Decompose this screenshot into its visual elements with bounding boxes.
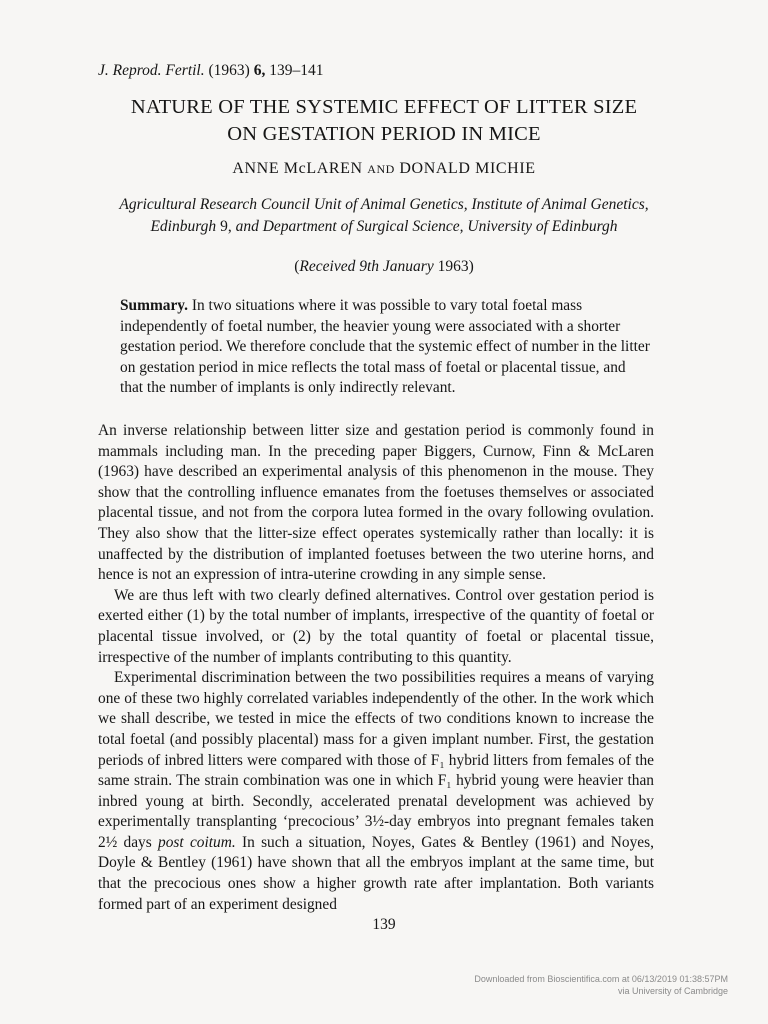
received-open: ( <box>294 258 300 275</box>
summary-text: In two situations where it was possible to vary total foetal mass independently of foetal number, the heavier young were associated with a shorter gestation period. We therefore conclude that the systemic effect of number in the litter on gestation period in mice reflects the total mass of foetal or placental tissue, and that the number of implants is only indirectly relevant. <box>120 297 650 396</box>
body-paragraph-3-part-b: In such a situation, Noyes, Gates & Bentley (1961) and Noyes, Doyle & Bentley (1961) have shown that all the embryos implant at the same time, but that the precocious ones show a higher growth rate after implantation. Both variants formed part of an experiment designed <box>98 833 654 913</box>
body-paragraph-3-part-a: Experimental discrimination between the two possibilities requires a means of varying one of these two highly correlated variables independently of the other. In the work which we shall describe, we tested in mice the effects of two conditions known to increase the total foetal (and possibly placental) mass for a given implant number. First, the gestation periods of inbred litters were compared with those of F₁ hybrid litters from females of the same strain. The strain combination was one in which F₁ hybrid young were heavier than inbred young at birth. Secondly, accelerated prenatal development was achieved by experimentally transplanting ‘precocious’ 3½-day embryos into pregnant females taken 2½ days <box>98 669 654 851</box>
page-number: 139 <box>372 916 396 933</box>
affiliation <box>96 194 672 238</box>
received-date <box>80 258 688 276</box>
affiliation-city: Edinburgh <box>150 218 217 235</box>
journal-citation <box>98 62 323 80</box>
journal-volume: 6, <box>253 62 266 79</box>
body-paragraph-1: An inverse relationship between litter size and gestation period is commonly found in mammals including man. In the preceding paper Biggers, Curnow, Finn & McLaren (1963) have described an experimental analysis of this phenomenon in the mouse. They show that the controlling influence emanates from the foetuses themselves or associated placental tissue, and not from the corpora lutea formed in the ovary following ovulation. They also show that the litter-size effect operates systemically rather than locally: it is unaffected by the distribution of implanted foetuses between the two uterine horns, and hence is not an expression of intra-uterine crowding in any simple sense. <box>98 422 654 584</box>
body-paragraph-2: We are thus left with two clearly defined alternatives. Control over gestation period is exerted either (1) by the total number of implants, irrespective of the quantity of foetal or placental tissue involved, or (2) by the total quantity of foetal or placental tissue, irrespective of the number of implants contributing to this quantity. <box>98 586 654 666</box>
affiliation-district: 9, <box>220 218 232 235</box>
author-line <box>80 160 688 178</box>
author-second: DONALD MICHIE <box>399 160 536 177</box>
summary-paragraph <box>120 296 652 399</box>
download-line-1: Downloaded from Bioscientifica.com at 06/13/2019 01:38:57PM <box>474 974 728 984</box>
body-paragraph-3 <box>98 668 654 915</box>
title-line-2: ON GESTATION PERIOD IN MICE <box>227 123 541 145</box>
title-line-1: NATURE OF THE SYSTEMIC EFFECT OF LITTER SIZE <box>130 96 638 118</box>
summary-block <box>120 296 652 399</box>
affiliation-department: and Department of Surgical Science, University of Edinburgh <box>235 218 618 235</box>
download-line-2: via University of Cambridge <box>617 986 728 996</box>
affiliation-line-1: Agricultural Research Council Unit of Animal Genetics, Institute of Animal Genetics, <box>119 196 649 213</box>
summary-label: Summary. <box>120 297 188 314</box>
journal-pages: 139–141 <box>269 62 324 79</box>
download-notice <box>474 973 728 997</box>
body-paragraph-3-italic: post coitum. <box>158 833 236 851</box>
author-conjunction: AND <box>367 162 395 176</box>
body-text <box>98 421 654 915</box>
received-text: Received 9th January <box>299 258 434 275</box>
author-first: ANNE McLAREN <box>232 160 363 177</box>
journal-year: (1963) <box>208 62 250 79</box>
paper-title <box>80 94 688 148</box>
affiliation-line-2 <box>96 216 672 238</box>
journal-name: J. Reprod. Fertil. <box>98 62 205 79</box>
received-year: 1963) <box>437 258 474 275</box>
